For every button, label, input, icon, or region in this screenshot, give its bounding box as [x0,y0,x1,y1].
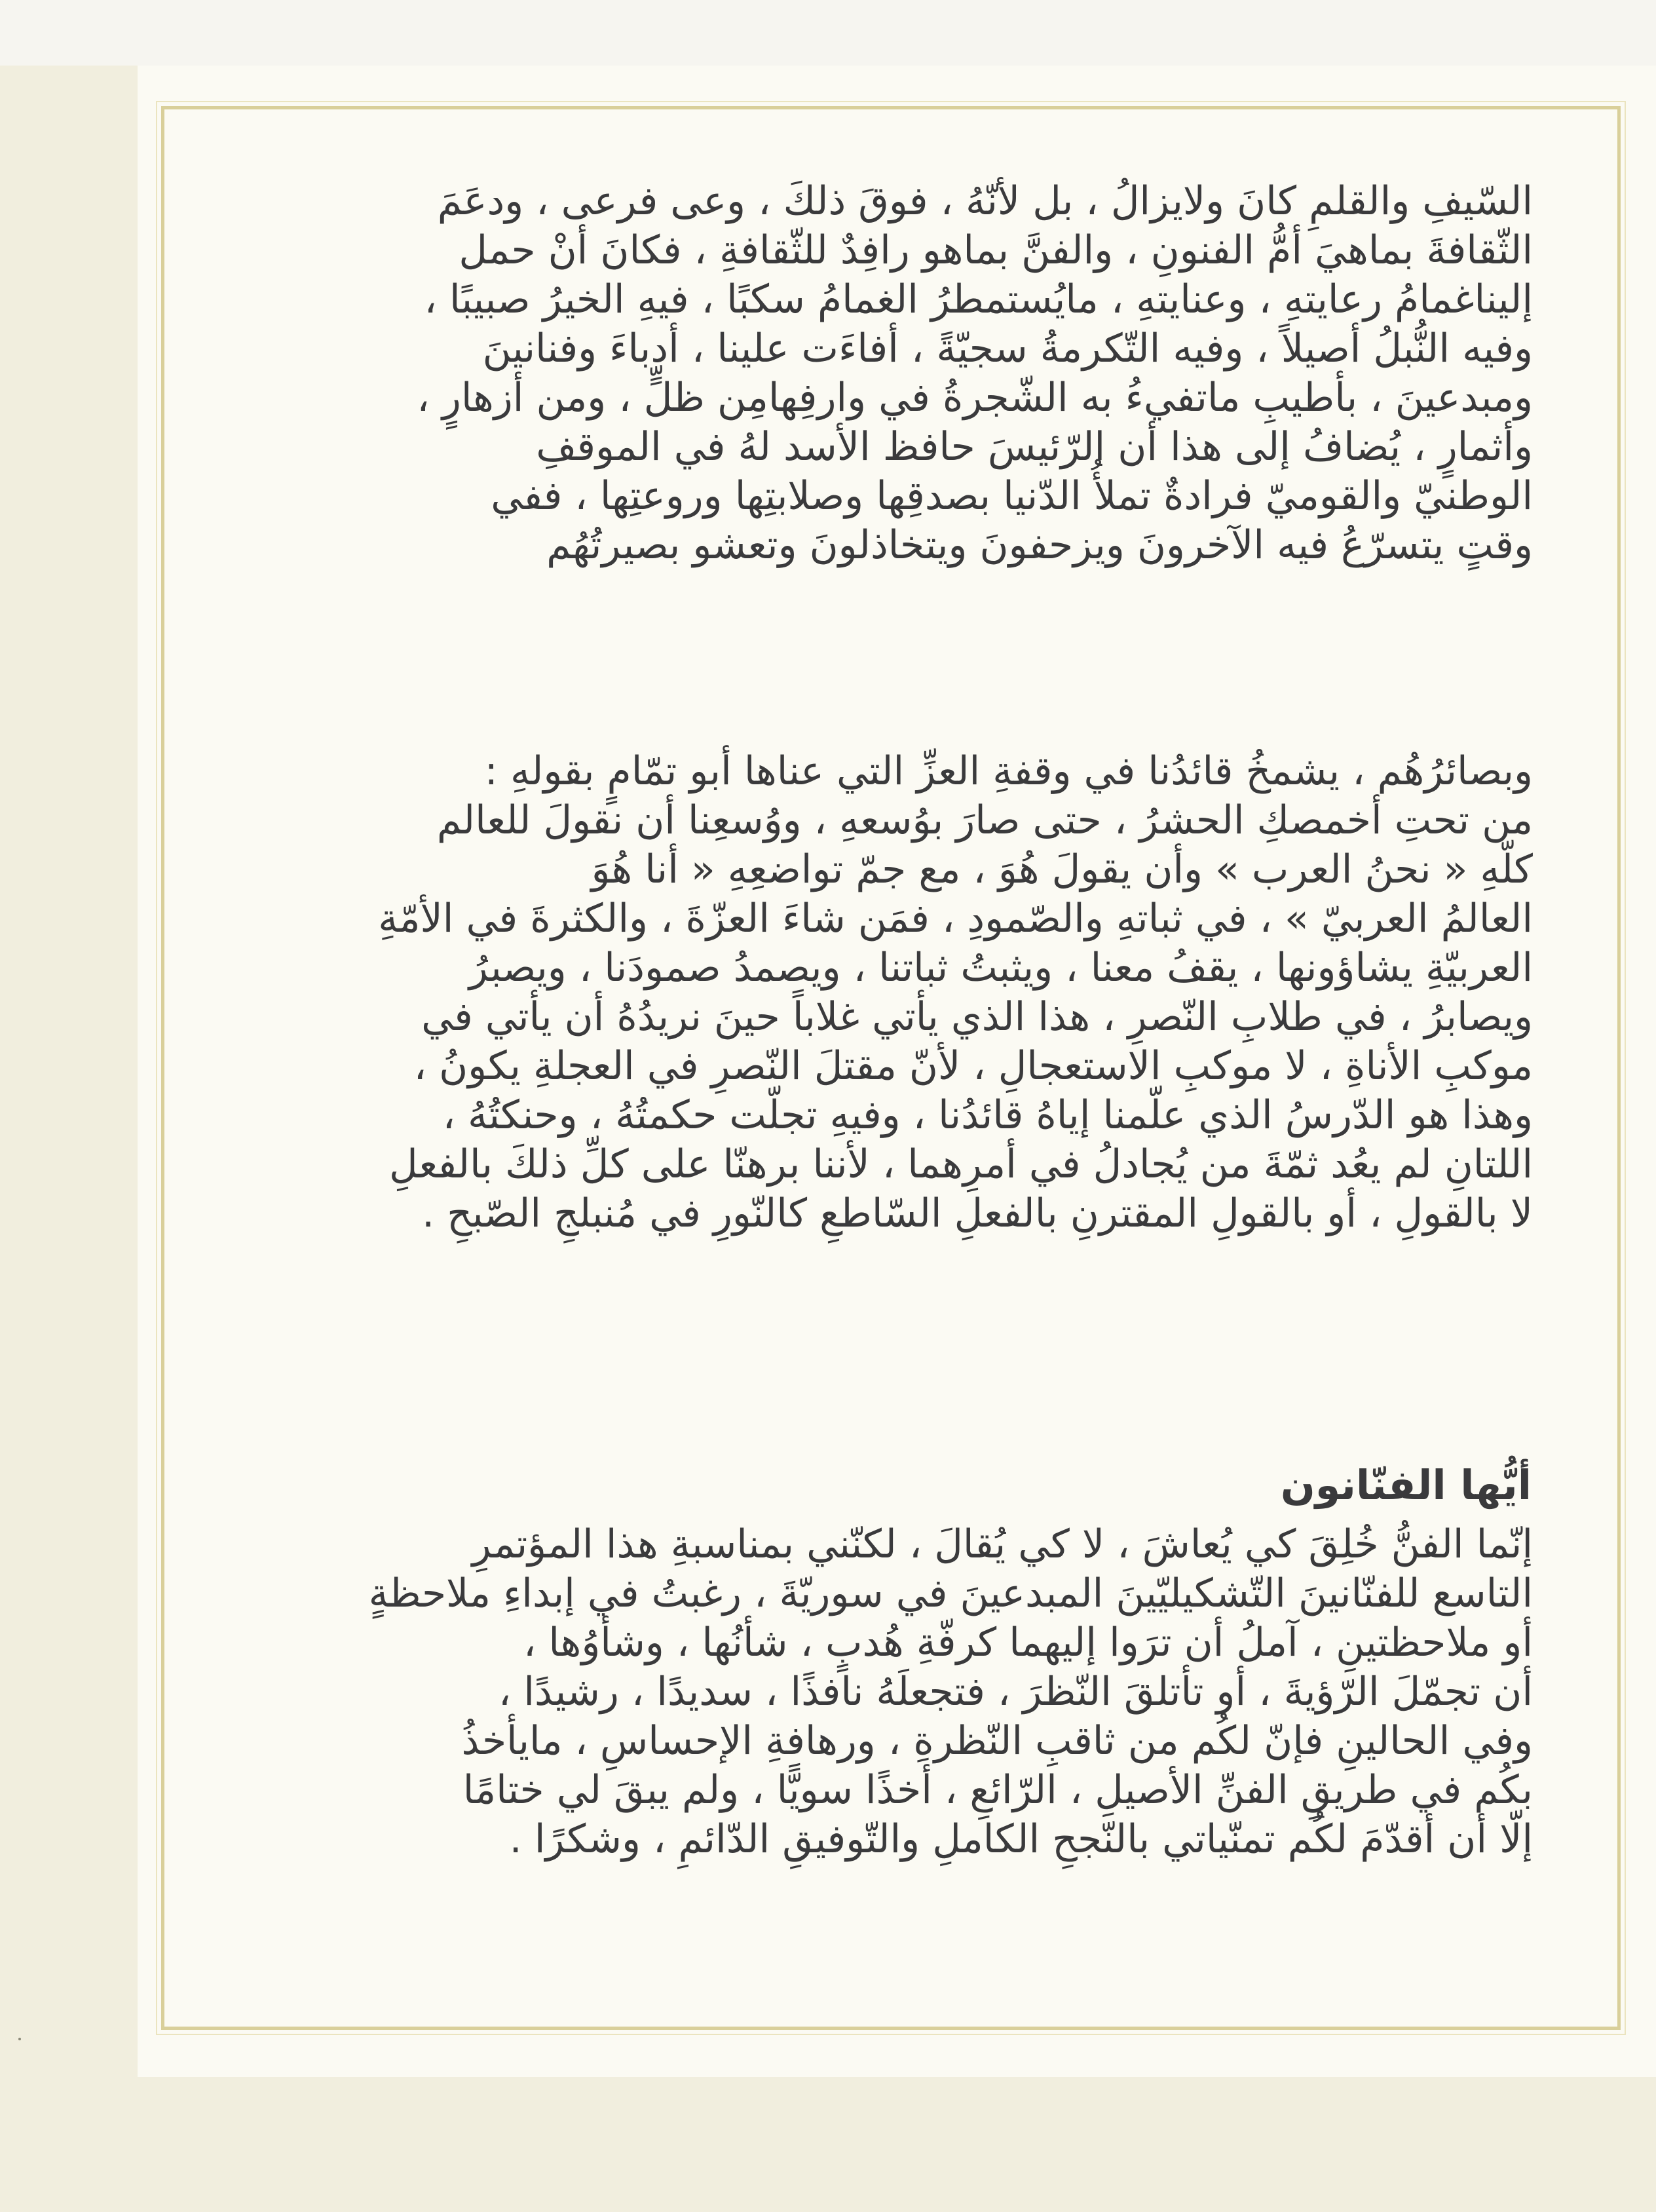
paragraph-2-line-10: لا بالقولِ ، أو بالقولِ المقترنِ بالفعلِ السّاطعِ كالنّورِ في مُنبلجِ الصّبحِ . [422,1191,1533,1236]
paragraph-1-line-6: وأثمارٍ ، يُضافُ إلى هذا أن الرّئيسَ حافظ الأسد لهُ في الموقفِ [536,424,1533,470]
section-heading: أيُّها الفنّانون [1280,1461,1532,1509]
paragraph-3-line-3: أو ملاحظتينِ ، آملُ أن ترَوا إليهما كرفّةِ هُدبٍ ، شأنُها ، وشأوُها ، [523,1620,1533,1666]
paragraph-2-line-6: ويصابرُ ، في طلابِ النّصرِ ، هذا الذي يأتي غلاباً حينَ نريدُهُ أن يأتي في [421,994,1533,1040]
paragraph-1-line-8: وقتٍ يتسرّعُ فيه الآخرونَ ويزحفونَ ويتخاذلونَ وتعشو بصيرتُهُم [546,522,1533,568]
paragraph-2 [354,747,1533,1238]
paragraph-1-line-5: ومبدعينَ ، بأطيبِ ماتفيءُ به الشّجرةُ في وارفِهامِن ظلٍّ ، ومن أزهارٍ ، [417,375,1533,421]
paragraph-1-line-4: وفيه النُّبلُ أصيلاً ، وفيه التّكرمةُ سجيّةً ، أفاءَت علينا ، أدباءَ وفنانينَ [482,326,1533,372]
paragraph-2-line-8: وهذا هو الدّرسُ الذي علّمنا إياهُ قائدُنا ، وفيهِ تجلّت حكمتُهُ ، وحنكتُهُ ، [442,1092,1533,1138]
paragraph-2-line-2: من تحتِ أخمصكِ الحشرُ ، حتى صارَ بوُسعهِ ، ووُسعِنا أن نقولَ للعالم [436,797,1533,843]
paragraph-2-line-7: موكبِ الأناةِ ، لا موكبِ الاستعجالِ ، لأنّ مقتلَ النّصرِ في العجلةِ يكونُ ، [413,1043,1533,1089]
paragraph-1-line-1: السّيفِ والقلمِ كانَ ولايزالُ ، بل لأنّهُ ، فوقَ ذلكَ ، وعى فرعى ، ودعَمَ [437,178,1533,224]
paragraph-3-line-4: أن تجمّلَ الرّؤيةَ ، أو تأتلقَ النّظرَ ، فتجعلَهُ نافذًا ، سديدًا ، رشيدًا ، [498,1669,1533,1715]
paragraph-3-line-7: إلّا أن أقدّمَ لكُم تمنّياتي بالنّجحِ الكاملِ والتّوفيقِ الدّائمِ ، وشكرًا . [509,1816,1533,1862]
scan-speck [18,2038,21,2040]
scan-background-top [0,0,1656,66]
paragraph-2-line-9: اللتانِ لم يعُد ثمّةَ من يُجادلُ في أمرِهما ، لأننا برهنّا على كلِّ ذلكَ بالفعلِ [389,1141,1533,1187]
paragraph-1-line-2: الثّقافةَ بماهيَ أمُّ الفنونِ ، والفنَّ بماهو رافِدٌ للثّقافةِ ، فكانَ أنْ حمل [459,227,1533,273]
paragraph-1-line-3: إليناغمامُ رعايتهِ ، وعنايتهِ ، مايُستمطرُ الغمامُ سكبًا ، فيهِ الخيرُ صبيبًا ، [424,276,1533,322]
paragraph-2-line-1: وبصائرُهُم ، يشمخُ قائدُنا في وقفةِ العزِّ التي عناها أبو تمّامٍ بقولهِ : [484,748,1533,794]
paragraph-2-line-3: كلّهِ « نحنُ العرب » وأن يقولَ هُوَ ، مع جمّ تواضعِهِ « أنا هُوَ [591,847,1533,892]
paragraph-1 [354,177,1533,570]
paragraph-3-line-1: إنّما الفنُّ خُلِقَ كي يُعاشَ ، لا كي يُقالَ ، لكنّني بمناسبةِ هذا المؤتمرِ [472,1521,1533,1567]
paragraph-3-line-2: التاسع للفنّانينَ التّشكيليّينَ المبدعينَ في سوريّةَ ، رغبتُ في إبداءِ ملاحظةٍ [368,1571,1533,1616]
paragraph-3 [354,1520,1533,1864]
paragraph-3-line-6: بكُم في طريقِ الفنِّ الأصيلِ ، الرّائعِ ، أخذًا سويًّا ، ولم يبقَ لي ختامًا [462,1767,1533,1813]
paragraph-2-line-4: العالمُ العربيّ » ، في ثباتهِ والصّمودِ ، فمَن شاءَ العزّةَ ، والكثرةَ في الأمّةِ [378,896,1533,942]
paragraph-1-line-7: الوطنيّ والقوميّ فرادةٌ تملأُ الدّنيا بصدقِها وصلابتِها وروعتِها ، ففي [491,473,1533,519]
paragraph-3-line-5: وفي الحالينِ فإنّ لكُم من ثاقبِ النّظرةِ ، ورهافةِ الإحساسِ ، مايأخذُ [461,1718,1533,1764]
paragraph-2-line-5: العربيّةِ يشاؤونها ، يقفُ معنا ، ويثبتُ ثباتنا ، ويصمدُ صمودَنا ، ويصبرُ [468,945,1533,991]
